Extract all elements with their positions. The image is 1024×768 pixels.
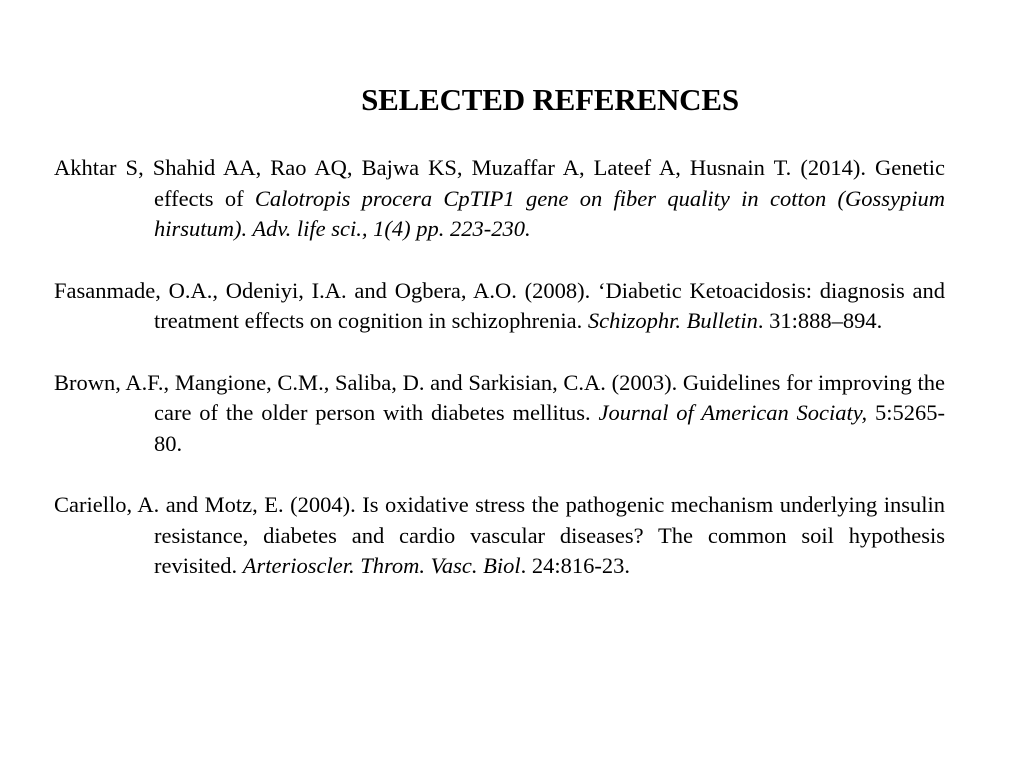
reference-item xyxy=(54,368,945,460)
reference-item xyxy=(54,276,945,337)
reference-text: Brown, A.F., Mangione, C.M., Saliba, D. and Sarkisian, C.A. (2003). Guidelines for improving the care of the older person with diabetes mellitus. xyxy=(54,369,945,425)
reference-citation: 5:5265-80. xyxy=(154,400,946,456)
reference-item xyxy=(54,490,945,582)
reference-journal: Arterioscler. Throm. Vasc. Biol xyxy=(242,553,521,578)
reference-text: Akhtar S, Shahid AA, Rao AQ, Bajwa KS, Muzaffar A, Lateef A, Husnain T. (2014). Genetic effects of xyxy=(54,155,945,211)
reference-item xyxy=(54,153,945,245)
reference-journal: Journal of American Sociaty, xyxy=(598,400,868,425)
reference-journal: Calotropis procera CpTIP1 gene on fiber quality in cotton (Gossypium hirsutum). Adv. life sci., 1(4) pp. 223-230. xyxy=(154,185,945,241)
reference-text: Fasanmade, O.A., Odeniyi, I.A. and Ogbera, A.O. (2008). ‘Diabetic Ketoacidosis: diagnosis and treatment effects on cognition in schizophrenia. xyxy=(54,277,945,333)
reference-citation: . 24:816-23. xyxy=(520,553,631,578)
reference-journal: Schizophr. Bulletin xyxy=(587,308,758,333)
page-title: SELECTED REFERENCES xyxy=(361,82,739,117)
reference-list xyxy=(54,153,945,613)
reference-citation: . 31:888–894. xyxy=(757,308,883,333)
reference-text: Cariello, A. and Motz, E. (2004). Is oxidative stress the pathogenic mechanism underlying insulin resistance, diabetes and cardio vascular diseases? The common soil hypothesis revisited. xyxy=(54,492,945,578)
